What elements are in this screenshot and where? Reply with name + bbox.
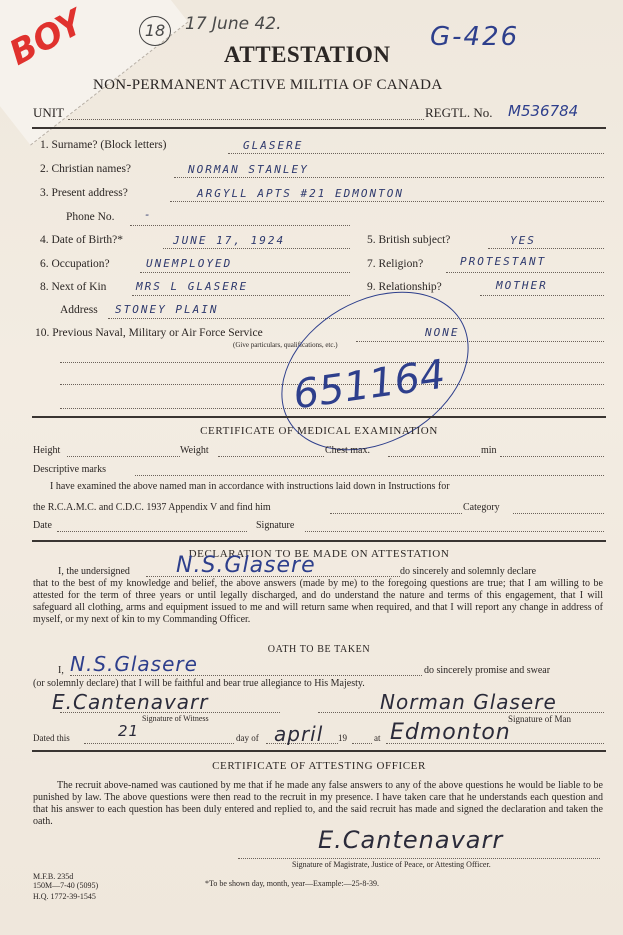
dob-label: 4. Date of Birth?* bbox=[40, 234, 124, 246]
surname-value[interactable]: GLASERE bbox=[243, 139, 304, 152]
next-of-kin-label: 8. Next of Kin bbox=[40, 281, 107, 293]
officer-signature-label: Signature of Magistrate, Justice of Peace, or Attesting Officer. bbox=[292, 860, 491, 869]
surname-line bbox=[228, 153, 604, 154]
form-code-1: M.F.B. 235d bbox=[33, 872, 74, 881]
medical-heading: CERTIFICATE OF MEDICAL EXAMINATION bbox=[200, 425, 438, 437]
officer-body: The recruit above-named was cautioned by me that if he made any false answers to any of the above questions he would be liable to be punished by law. The above questions were then read to the recruit in my presence. I have taken care that he understands each question and that his answer to each question has been duly entered and replied to, and the said recruit has made and signed the declaration and taken the oath. bbox=[33, 780, 603, 827]
height-field[interactable] bbox=[67, 456, 180, 457]
oath-line2: (or solemnly declare) that I will be faithful and bear true allegiance to His Majesty. bbox=[33, 678, 365, 689]
dated-day[interactable]: 21 bbox=[118, 722, 140, 740]
medical-text-1: I have examined the above named man in accordance with instructions laid down in Instructions for bbox=[50, 481, 450, 492]
chest-min-field[interactable] bbox=[500, 456, 604, 457]
dated-label: Dated this bbox=[33, 733, 70, 743]
address-value[interactable]: ARGYLL APTS #21 EDMONTON bbox=[197, 187, 404, 200]
next-of-kin-value[interactable]: MRS L GLASERE bbox=[136, 280, 249, 293]
religion-label: 7. Religion? bbox=[367, 258, 424, 270]
previous-service-label: 10. Previous Naval, Military or Air Force Service bbox=[35, 327, 263, 339]
regtl-label: REGTL. No. bbox=[425, 105, 493, 120]
red-annotation: BOY bbox=[3, 2, 90, 74]
oath-heading: OATH TO BE TAKEN bbox=[267, 644, 371, 655]
address-line bbox=[170, 201, 604, 202]
declaration-name[interactable]: N.S.Glasere bbox=[176, 553, 316, 578]
witness-label: Signature of Witness bbox=[142, 714, 209, 723]
divider bbox=[32, 540, 606, 542]
height-label: Height bbox=[33, 445, 61, 456]
year-label: 19 bbox=[338, 733, 347, 743]
weight-field[interactable] bbox=[218, 456, 324, 457]
form-code-2: 150M—7-40 (5095) bbox=[33, 881, 99, 890]
weight-label: Weight bbox=[180, 445, 209, 456]
next-of-kin-line bbox=[132, 295, 350, 296]
occupation-line bbox=[140, 272, 350, 273]
dob-line bbox=[163, 248, 350, 249]
day-of-label: day of bbox=[236, 733, 259, 743]
oath-name[interactable]: N.S.Glasere bbox=[70, 652, 198, 676]
descriptive-marks-label: Descriptive marks bbox=[33, 464, 107, 475]
dated-place[interactable]: Edmonton bbox=[390, 720, 511, 745]
category-field[interactable] bbox=[513, 513, 604, 514]
christian-names-value[interactable]: NORMAN STANLEY bbox=[188, 163, 309, 176]
relationship-line bbox=[480, 295, 604, 296]
regtl-number[interactable]: M536784 bbox=[508, 102, 579, 120]
form-code-3: H.Q. 1772-39-1545 bbox=[33, 892, 96, 901]
christian-names-label: 2. Christian names? bbox=[40, 163, 132, 175]
at-label: at bbox=[374, 733, 381, 743]
declaration-body: that to the best of my knowledge and belief, the above answers (made by me) to the foregoing questions are true; that I am willing to be attested for the term of three years or until legally discharged, and do understand the nature and terms of this engagement, that I will safeguard all clothing, arms and equipment issued to me and will return same when required, and that I will report any change in address of myself, or my next of kin to my Commanding Officer. bbox=[33, 578, 603, 625]
officer-signature-line bbox=[238, 858, 600, 859]
british-subject-label: 5. British subject? bbox=[367, 234, 451, 246]
previous-service-hint: (Give particulars, qualifications, etc.) bbox=[233, 341, 338, 349]
day-line bbox=[84, 743, 234, 744]
medical-date-field[interactable] bbox=[57, 531, 247, 532]
religion-value[interactable]: PROTESTANT bbox=[460, 255, 547, 268]
relationship-label: 9. Relationship? bbox=[367, 281, 442, 293]
british-subject-value[interactable]: YES bbox=[510, 234, 536, 247]
christian-names-line bbox=[174, 177, 604, 178]
kin-address-value[interactable]: STONEY PLAIN bbox=[115, 303, 219, 316]
medical-date-label: Date bbox=[33, 520, 52, 531]
chest-max-field[interactable] bbox=[388, 456, 480, 457]
oath-intro: I, bbox=[58, 665, 64, 676]
chest-max-label: Chest max. bbox=[325, 445, 370, 456]
unit-label: UNIT bbox=[33, 105, 65, 120]
circled-number: 18 bbox=[139, 16, 171, 46]
phone-value[interactable]: - bbox=[144, 208, 153, 221]
divider bbox=[32, 416, 606, 418]
unit-field[interactable] bbox=[68, 119, 424, 120]
divider bbox=[32, 127, 606, 129]
address-label: 3. Present address? bbox=[40, 187, 128, 199]
phone-line bbox=[130, 225, 350, 226]
british-subject-line bbox=[488, 248, 604, 249]
circled-service-number: 651164 bbox=[290, 351, 449, 419]
surname-label: 1. Surname? (Block letters) bbox=[40, 139, 167, 151]
previous-service-value[interactable]: NONE bbox=[425, 326, 460, 339]
man-label: Signature of Man bbox=[508, 714, 571, 724]
medical-signature-label: Signature bbox=[256, 520, 295, 531]
occupation-value[interactable]: UNEMPLOYED bbox=[146, 257, 233, 270]
officer-signature[interactable]: E.Cantenavarr bbox=[318, 826, 504, 854]
find-him-field[interactable] bbox=[330, 513, 462, 514]
declaration-heading: DECLARATION TO BE MADE ON ATTESTATION bbox=[188, 548, 450, 560]
page-title: ATTESTATION bbox=[224, 42, 391, 67]
officer-heading: CERTIFICATE OF ATTESTING OFFICER bbox=[212, 760, 426, 772]
oath-line1-tail: do sincerely promise and swear bbox=[424, 665, 551, 676]
occupation-label: 6. Occupation? bbox=[40, 258, 110, 270]
file-number: G-426 bbox=[430, 22, 520, 52]
witness-signature[interactable]: E.Cantenavarr bbox=[52, 690, 209, 714]
chest-min-label: min bbox=[481, 445, 497, 456]
religion-line bbox=[446, 272, 604, 273]
kin-address-label: Address bbox=[60, 304, 98, 316]
phone-label: Phone No. bbox=[66, 211, 115, 223]
footnote: *To be shown day, month, year—Example:—25-8-39. bbox=[205, 879, 379, 888]
medical-signature-field[interactable] bbox=[305, 531, 604, 532]
pencil-date: 17 June 42. bbox=[185, 14, 282, 34]
category-label: Category bbox=[463, 502, 500, 513]
declaration-intro: I, the undersigned bbox=[58, 566, 130, 577]
dob-value[interactable]: JUNE 17, 1924 bbox=[173, 234, 286, 247]
medical-text-2: the R.C.A.M.C. and C.D.C. 1937 Appendix V and find him bbox=[33, 502, 271, 513]
declaration-tail: do sincerely and solemnly declare bbox=[400, 566, 537, 577]
man-signature[interactable]: Norman Glasere bbox=[380, 690, 557, 714]
descriptive-marks-field[interactable] bbox=[135, 475, 604, 476]
year-field[interactable] bbox=[352, 743, 372, 744]
page-subtitle: NON-PERMANENT ACTIVE MILITIA OF CANADA bbox=[93, 77, 443, 93]
dated-month[interactable]: april bbox=[274, 722, 324, 746]
relationship-value[interactable]: MOTHER bbox=[496, 279, 548, 292]
divider bbox=[32, 750, 606, 752]
